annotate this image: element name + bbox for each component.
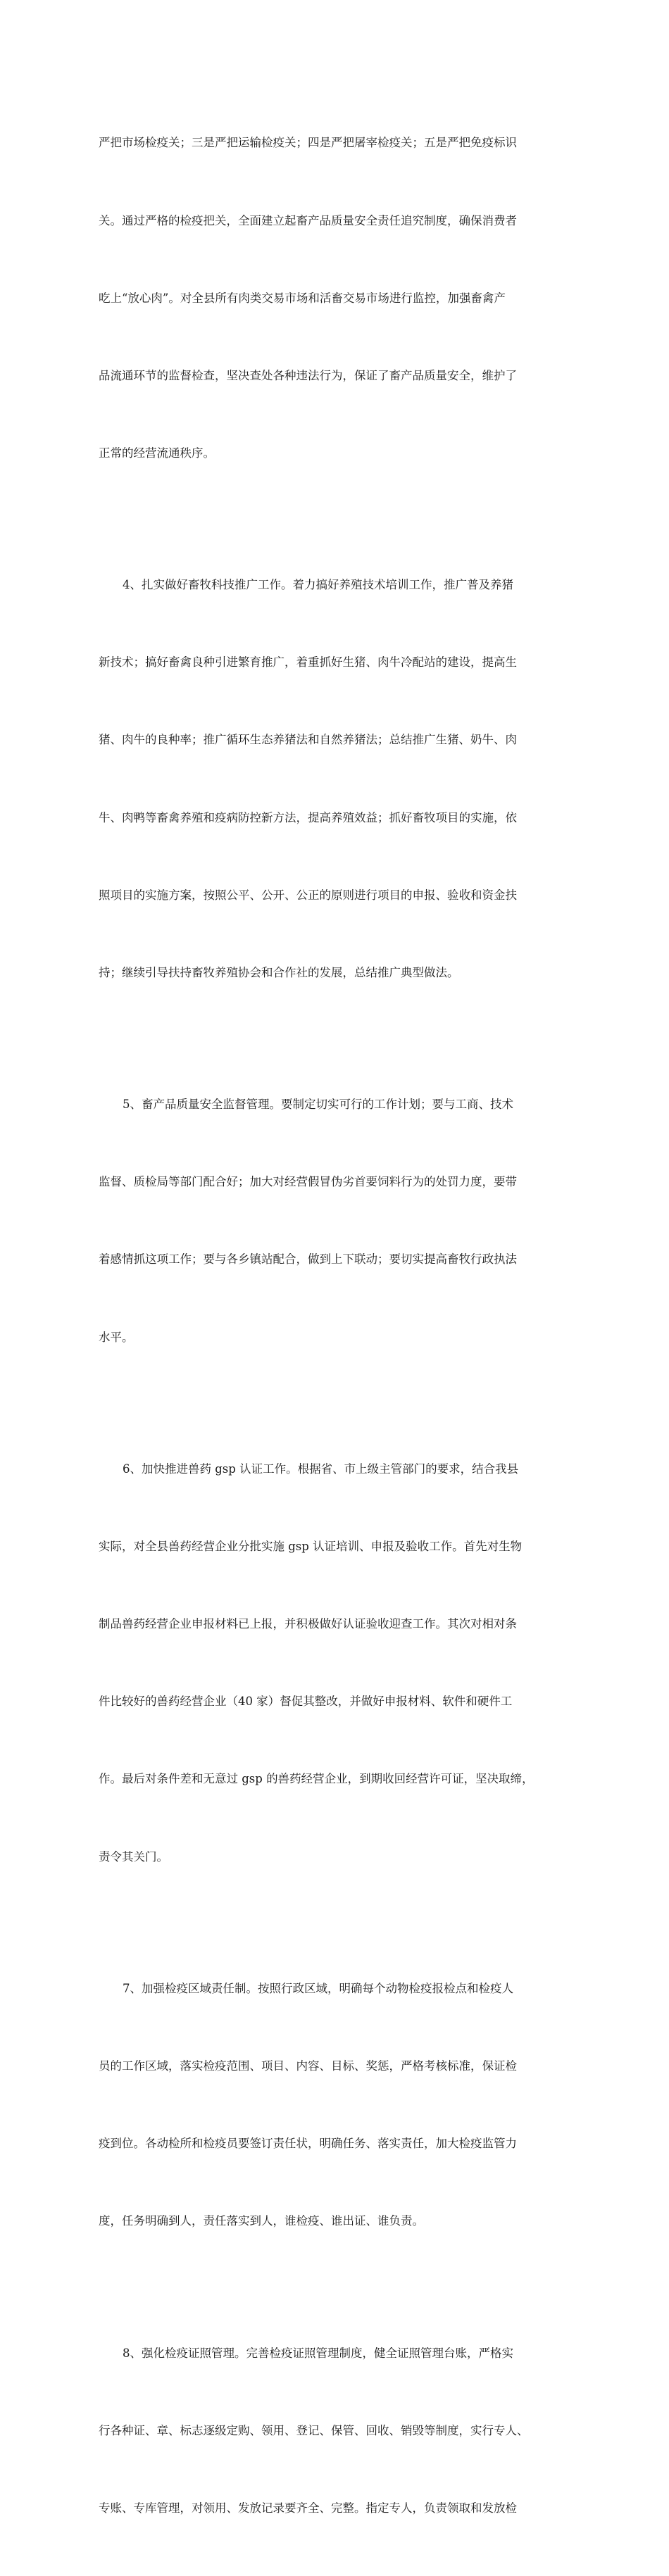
text-line: 7、加强检疫区域责任制。按照行政区域，明确每个动物检疫报检点和检疫人 [123,1982,513,1995]
text-line: 度，任务明确到人，责任落实到人，谁检疫、谁出证、谁负责。 [99,2214,424,2228]
text-line: 牛、肉鸭等畜禽养殖和疫病防控新方法，提高养殖效益；抓好畜牧项目的实施，依 [99,810,517,824]
paragraph-market-inspection [99,79,577,518]
text-line: 新技术；搞好畜禽良种引进繁育推广，着重抓好生猪、肉牛冷配站的建设，提高生 [99,655,517,670]
text-line: 疫到位。各动检所和检疫员要签订责任状，明确任务、落实责任，加大检疫监管力 [99,2137,517,2151]
text-line: 员的工作区域，落实检疫范围、项目、内容、目标、奖惩，严格考核标准，保证检 [99,2059,517,2073]
text-line: 正常的经营流通秩序。 [99,446,215,460]
paragraph-item-7 [99,1925,577,2287]
text-line: 品流通环节的监督检查，坚决查处各种违法行为，保证了畜产品质量安全，维护了 [99,368,517,382]
text-line: 作。最后对条件差和无意过 gsp 的兽药经营企业，到期收回经营许可证，坚决取缔， [99,1772,534,1786]
text-line: 行各种证、章、标志逐级定购、领用、登记、保管、回收、销毁等制度，实行专人、 [99,2423,529,2437]
paragraph-item-5 [99,1041,577,1402]
text-line: 吃上“放心肉”。对全县所有肉类交易市场和活畜交易市场进行监控，加强畜禽产 [99,291,506,305]
text-line: 照项目的实施方案，按照公平、公开、公正的原则进行项目的申报、验收和资金扶 [99,888,517,902]
paragraph-item-4 [99,521,577,1038]
document-body [99,79,577,2576]
text-line: 责令其关门。 [99,1849,168,1864]
text-line: 制品兽药经营企业申报材料已上报，并积极做好认证验收迎查工作。其次对相对条 [99,1617,517,1631]
paragraph-item-8 [99,2289,577,2573]
text-line: 监督、质检局等部门配合好；加大对经营假冒伪劣首要饲料行为的处罚力度，要带 [99,1175,517,1189]
paragraph-item-6 [99,1405,577,1922]
text-line: 件比较好的兽药经营企业（40 家）督促其整改，并做好申报材料、软件和硬件工 [99,1695,513,1709]
text-line: 关。通过严格的检疫把关，全面建立起畜产品质量安全责任追究制度，确保消费者 [99,213,517,227]
text-line: 严把市场检疫关；三是严把运输检疫关；四是严把屠宰检疫关；五是严把免疫标识 [99,136,517,150]
text-line: 4、扎实做好畜牧科技推广工作。着力搞好养殖技术培训工作，推广普及养猪 [123,578,513,592]
text-line: 猪、肉牛的良种率；推广循环生态养猪法和自然养猪法；总结推广生猪、奶牛、肉 [99,733,517,747]
text-line: 8、强化检疫证照管理。完善检疫证照管理制度，健全证照管理台账，严格实 [123,2346,513,2360]
text-line: 实际，对全县兽药经营企业分批实施 gsp 认证培训、申报及验收工作。首先对生物 [99,1540,523,1554]
text-line: 水平。 [99,1330,134,1344]
text-line: 持；继续引导扶持畜牧养殖协会和合作社的发展，总结推广典型做法。 [99,965,459,979]
text-line: 5、畜产品质量安全监督管理。要制定切实可行的工作计划；要与工商、技术 [123,1098,513,1112]
text-line: 专账、专库管理，对领用、发放记录要齐全、完整。指定专人，负责领取和发放检 [99,2501,517,2515]
text-line: 6、加快推进兽药 gsp 认证工作。根据省、市上级主管部门的要求，结合我县 [123,1462,519,1476]
text-line: 着感情抓这项工作；要与各乡镇站配合，做到上下联动；要切实提高畜牧行政执法 [99,1252,517,1267]
